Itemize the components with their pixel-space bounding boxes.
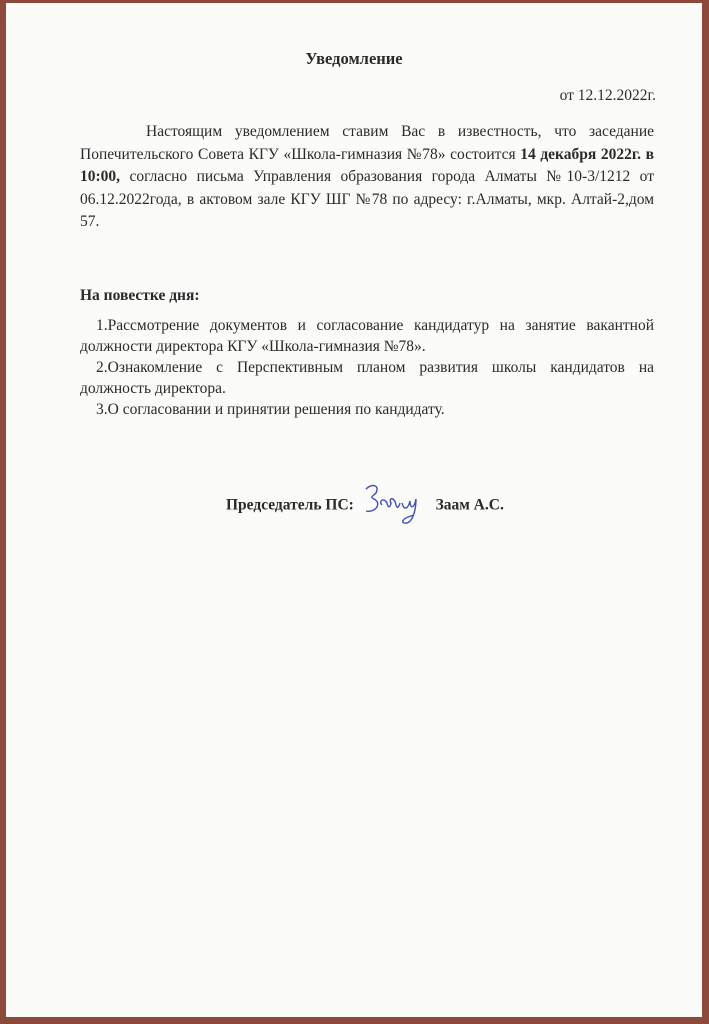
agenda-item: 2.Ознакомление с Перспективным планом развития школы кандидатов на должность директора. — [80, 359, 654, 397]
paragraph-text-1: Настоящим уведомлением ставим Вас в известность, что заседание Попечительского Совета КГУ «Школа-гимназия №78» состоится — [80, 123, 654, 163]
agenda-title: На повестке дня: — [80, 287, 200, 304]
document-page — [6, 3, 702, 1017]
meeting-datetime: 14 декабря 2022г. в 10:00, — [80, 145, 654, 185]
document-date: от 12.12.2022г. — [559, 87, 656, 104]
signature-line — [226, 481, 504, 531]
agenda-item: 1.Рассмотрение документов и согласование кандидатур на занятие вакантной должности директора КГУ «Школа-гимназия №78». — [80, 317, 654, 355]
paragraph-text-2: согласно письма Управления образования города Алматы №10-3/1212 от 06.12.2022года, в актовом зале КГУ ШГ №78 по адресу: г.Алматы, мкр. Алтай-2,дом 57. — [80, 168, 654, 230]
notice-paragraph — [80, 121, 654, 234]
agenda-item: 3.О согласовании и принятии решения по кандидату. — [96, 401, 445, 418]
signature-label: Председатель ПС: — [226, 496, 354, 514]
signer-name: Заам А.С. — [435, 496, 504, 514]
agenda-list — [80, 315, 654, 420]
document-title: Уведомление — [305, 49, 403, 68]
handwritten-signature — [360, 481, 430, 531]
